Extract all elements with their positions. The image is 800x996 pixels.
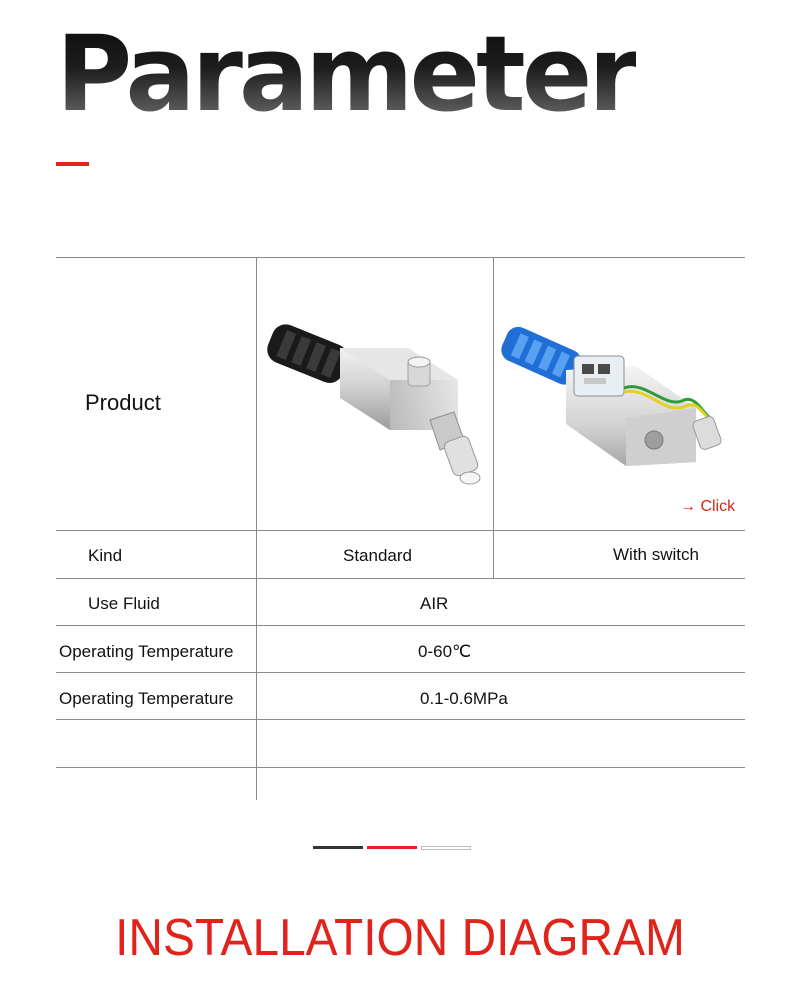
table-column-divider xyxy=(493,257,494,578)
standard-product-image xyxy=(258,300,492,510)
product-label: Product xyxy=(85,390,161,415)
table-column-divider xyxy=(256,257,257,800)
click-link[interactable]: → Click xyxy=(680,498,736,515)
operating-pressure-value: 0.1-0.6MPa xyxy=(420,689,508,708)
operating-temperature-label: Operating Temperature xyxy=(59,642,234,661)
operating-pressure-label: Operating Temperature xyxy=(59,689,234,708)
kind-with-switch: With switch xyxy=(613,545,699,564)
use-fluid-label: Use Fluid xyxy=(88,594,160,613)
pager-dot-2-active[interactable] xyxy=(367,846,417,849)
table-divider xyxy=(56,719,745,720)
pager-dot-3[interactable] xyxy=(421,846,471,850)
table-divider xyxy=(56,578,745,579)
kind-standard: Standard xyxy=(343,546,412,565)
operating-temperature-value: 0-60℃ xyxy=(418,642,472,661)
table-divider xyxy=(56,625,745,626)
table-divider xyxy=(56,530,745,531)
table-divider xyxy=(56,672,745,673)
table-top-border xyxy=(56,257,745,258)
pager-dot-1[interactable] xyxy=(313,846,363,849)
page-title: Parameter xyxy=(56,13,636,135)
kind-label: Kind xyxy=(88,546,123,565)
installation-diagram-title: INSTALLATION DIAGRAM xyxy=(115,909,685,967)
switch-product-image xyxy=(496,300,742,500)
table-divider xyxy=(56,767,745,768)
title-accent-bar xyxy=(56,162,89,166)
use-fluid-value: AIR xyxy=(420,594,449,613)
